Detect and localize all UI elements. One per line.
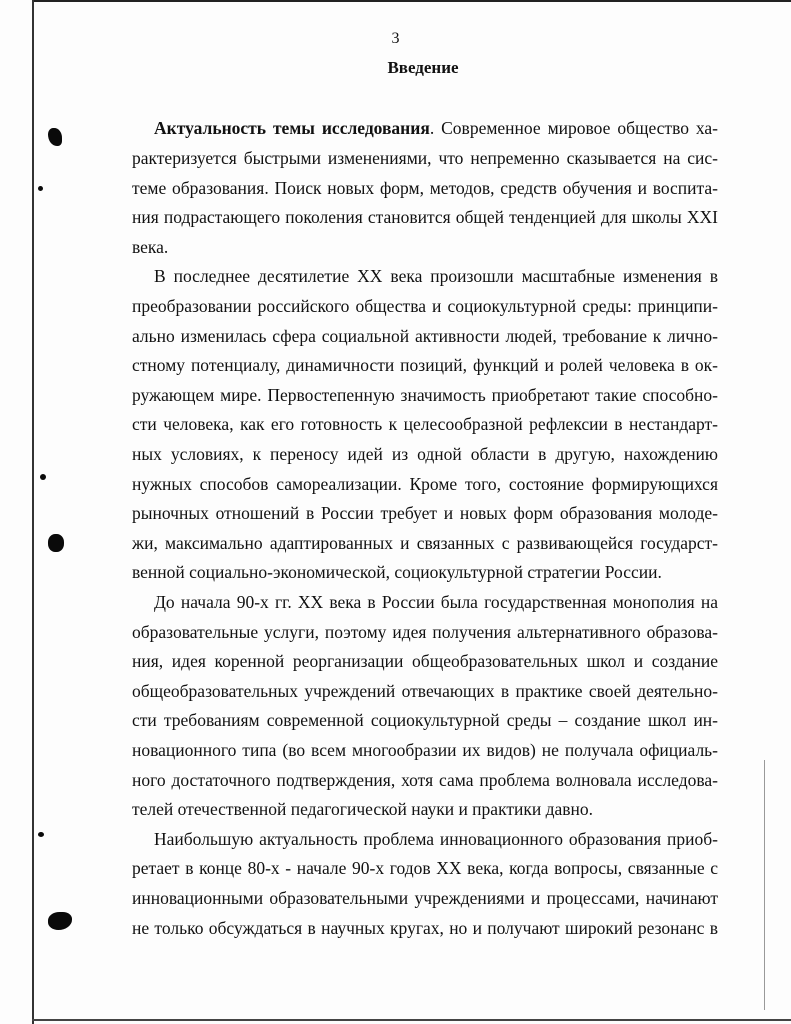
paragraph-line: рыночных отношений в России требует и новых форм образования молоде- — [132, 503, 718, 523]
ink-blot — [38, 186, 43, 191]
paragraph-line: ретает в конце 80-х - начале 90-х годов XX века, когда вопросы, связанные с — [132, 858, 718, 878]
page-number: 3 — [391, 30, 400, 47]
paragraph-line: ружающем мире. Первостепенную значимость приобретают такие способно- — [132, 385, 718, 405]
paragraph-line: До начала 90-х гг. XX века в России была государственная монополия на — [154, 592, 718, 612]
paragraph-line: теме образования. Поиск новых форм, методов, средств обучения и воспита- — [132, 178, 718, 198]
paragraph-line: ния, идея коренной реорганизации общеобразовательных школ и создание — [132, 651, 718, 671]
paragraph-line: Наибольшую актуальность проблема инновационного образования приоб- — [154, 829, 718, 849]
paragraph-line: ных условиях, к переносу идей из одной области в другую, нахождению — [132, 444, 718, 464]
ink-blot — [40, 474, 46, 480]
paragraph-line: нужных способов самореализации. Кроме того, состояние формирующихся — [132, 474, 718, 494]
paragraph-line — [154, 117, 718, 139]
paragraph-line: В последнее десятилетие XX века произошли масштабные изменения в — [154, 266, 718, 286]
ink-blot — [48, 912, 72, 930]
paragraph-line: жи, максимально адаптированных и связанных с развивающейся государст- — [132, 533, 718, 553]
line-text: . Современное мировое общество ха- — [429, 118, 719, 138]
scan-border-left — [32, 0, 34, 1024]
paragraph-line: новационного типа (во всем многообразии их видов) не получала официаль- — [132, 740, 718, 760]
ink-blot — [48, 128, 62, 146]
paragraph-line: общеобразовательных учреждений отвечающих в практике своей деятельно- — [132, 681, 718, 701]
paragraph-line: стному потенциалу, динамичности позиций, функций и ролей человека в ок- — [132, 355, 718, 375]
scan-border-bottom — [32, 1019, 791, 1021]
ink-blot — [38, 832, 44, 837]
paragraph-line: ния подрастающего поколения становится общей тенденцией для школы XXI — [132, 207, 718, 227]
ink-blot — [48, 534, 64, 552]
paragraph-line: века. — [132, 237, 169, 257]
page-title: Введение — [387, 58, 459, 77]
paragraph-line: ально изменилась сфера социальной активности людей, требование к лично- — [132, 326, 718, 346]
paragraph-line: сти человека, как его готовность к целесообразной рефлексии в нестандарт- — [132, 414, 718, 434]
paragraph-line: сти требованиям современной социокультурной среды – создание школ ин- — [132, 710, 718, 730]
paragraph-line: инновационными образовательными учреждениями и процессами, начинают — [132, 888, 718, 908]
paragraph-line: ного достаточного подтверждения, хотя сама проблема волновала исследова- — [132, 770, 718, 790]
paragraph-line: телей отечественной педагогической науки и практики давно. — [132, 799, 594, 819]
paragraph-line: венной социально-экономической, социокультурной стратегии России. — [132, 562, 662, 582]
lead-bold-phrase: Актуальность темы исследования — [154, 118, 430, 138]
paragraph-line: не только обсуждаться в научных кругах, но и получают широкий резонанс в — [132, 918, 718, 938]
scan-border-top — [32, 0, 791, 2]
paragraph-line: рактеризуется быстрыми изменениями, что непременно сказывается на сис- — [132, 148, 718, 168]
paragraph-line: образовательные услуги, поэтому идея получения альтернативного образова- — [132, 622, 718, 642]
scan-border-right — [764, 760, 765, 1010]
paragraph-line: преобразовании российского общества и социокультурной среды: принципи- — [132, 296, 718, 316]
